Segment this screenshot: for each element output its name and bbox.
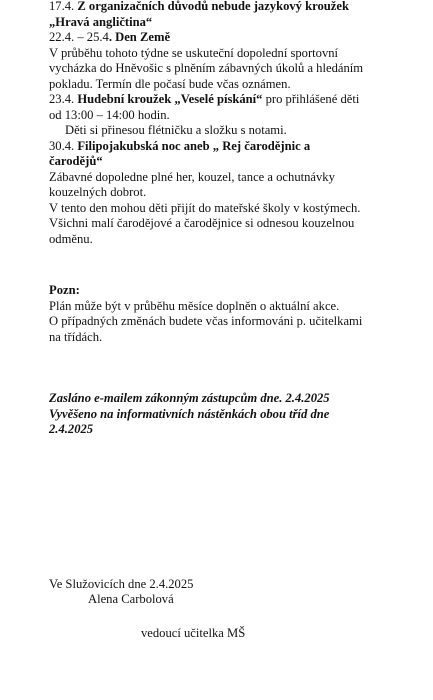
event-title: Z organizačních důvodů nebude jazykový kroužek — [77, 0, 349, 13]
event-title: Filipojakubská noc aneb „ Rej čarodějnic a — [77, 138, 311, 153]
event-instructions: Děti si přinesou flétničku a složku s notami. — [65, 123, 287, 137]
distribution-line: Zasláno e-mailem zákonným zástupcům dne. 2.4.2025 — [49, 391, 330, 405]
place-date: Ve Služovicích dne 2.4.2025 — [49, 576, 194, 591]
note-heading: Pozn: — [49, 283, 80, 297]
event-date: 23.4. — [49, 92, 75, 106]
event-description-line: Všichni malí čarodějové a čarodějnice si odnesou kouzelnou — [49, 216, 355, 230]
distribution-line: 2.4.2025 — [49, 422, 94, 436]
event-description-line: odměnu. — [49, 231, 93, 246]
event-date: 30.4. — [49, 138, 75, 153]
event-time: od 13:00 – 14:00 hodin. — [49, 107, 170, 122]
event-23-4 — [49, 92, 409, 139]
signatory-role: vedoucí učitelka MŠ — [141, 625, 246, 640]
event-date: 22.4. – 25.4 — [49, 30, 109, 44]
note-line: Plán může být v průběhu měsíce doplněn o aktuální akce. — [49, 298, 340, 313]
event-title-continued: čarodějů“ — [49, 154, 103, 168]
signature-block — [49, 577, 409, 642]
event-22-25-4 — [49, 30, 409, 92]
event-30-4 — [49, 139, 409, 248]
document-body — [49, 0, 409, 641]
event-title-continued: „Hravá angličtina“ — [49, 14, 153, 29]
distribution-info — [49, 391, 409, 438]
event-description-line: pokladu. Termín dle počasí bude včas oznámen. — [49, 76, 291, 91]
note-section — [49, 283, 409, 345]
event-title: Hudební kroužek „Veselé pískání“ — [77, 92, 263, 106]
distribution-line: Vyvěšeno na informativních nástěnkách obou tříd dne — [49, 406, 330, 421]
event-description-line: kouzelných dobrot. — [49, 185, 147, 199]
event-description-line: vycházka do Hněvošic s plněním zábavných úkolů a hledáním — [49, 61, 364, 75]
event-description-line: Zábavné dopoledne plné her, kouzel, tance a ochutnávky — [49, 169, 335, 184]
note-line: O případných změnách budete včas informováni p. učitelkami — [49, 314, 363, 328]
event-17-4 — [49, 0, 409, 30]
signatory-name: Alena Carbolová — [88, 592, 174, 606]
event-title-rest: pro přihlášené děti — [262, 92, 360, 106]
event-date: 17.4. — [49, 0, 75, 13]
event-description-line: V tento den mohou děti přijít do mateřské školy v kostýmech. — [49, 200, 361, 215]
event-description-line: V průběhu tohoto týdne se uskuteční dopolední sportovní — [49, 45, 339, 60]
note-line: na třídách. — [49, 329, 103, 344]
event-title: . Den Země — [108, 30, 171, 44]
